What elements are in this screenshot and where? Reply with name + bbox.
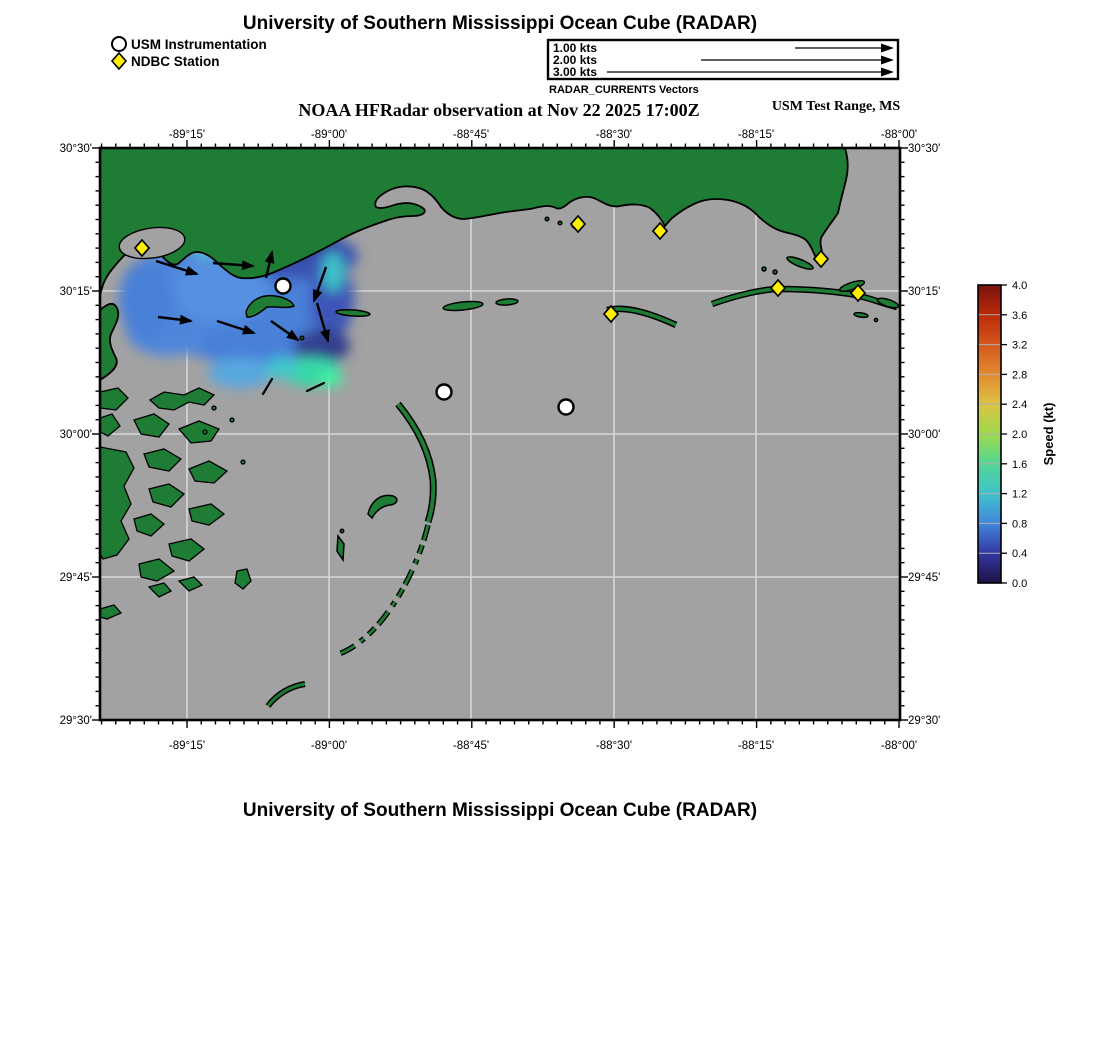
legend-ndbc-label: NDBC Station (131, 54, 220, 69)
scale-row-label: 3.00 kts (553, 65, 598, 79)
speed-patch (119, 260, 171, 340)
y-tick-label-left: 29°30' (59, 715, 92, 727)
speed-patch (208, 358, 272, 388)
circle-marker-icon (112, 37, 126, 51)
page-title: University of Southern Mississippi Ocean Cube (RADAR) (242, 13, 758, 34)
x-tick-label-bottom: -88°30' (595, 740, 633, 752)
x-tick-label-bottom: -89°00' (310, 740, 348, 752)
colorbar-tick-label: 1.2 (1012, 488, 1028, 501)
legend-usm-label: USM Instrumentation (131, 37, 267, 52)
y-tick-label-right: 30°15' (908, 286, 941, 298)
x-tick-label-top: -88°00' (880, 129, 918, 141)
islet (874, 318, 877, 321)
vector-scale-caption: RADAR_CURRENTS Vectors (549, 84, 699, 96)
colorbar-tick-label: 1.6 (1012, 458, 1028, 471)
colorbar-tick-label: 0.4 (1012, 548, 1028, 561)
colorbar-tick-label: 2.4 (1012, 399, 1028, 412)
map-area (60, 129, 941, 752)
scale-row-label: 2.00 kts (553, 53, 598, 67)
usm-station-marker (559, 400, 574, 415)
usm-station-marker (437, 385, 452, 400)
islet (300, 336, 304, 340)
observation-subtitle: NOAA HFRadar observation at Nov 22 2025 17:00Z (298, 100, 700, 120)
usm-station-marker (276, 279, 291, 294)
islet (773, 270, 777, 274)
x-tick-label-top: -88°15' (737, 129, 775, 141)
colorbar-tick-label: 0.8 (1012, 518, 1028, 531)
x-tick-label-bottom: -88°15' (737, 740, 775, 752)
islet (340, 529, 343, 532)
colorbar-tick-label: 2.8 (1012, 369, 1028, 382)
y-tick-label-right: 30°00' (908, 429, 941, 441)
footer (243, 800, 757, 821)
colorbar-tick-label: 2.0 (1012, 429, 1028, 441)
speed-patch (294, 329, 350, 363)
footer-title: University of Southern Mississippi Ocean Cube (RADAR) (242, 800, 758, 821)
islet (545, 217, 549, 221)
y-tick-label-left: 30°15' (59, 286, 92, 298)
x-tick-label-bottom: -88°00' (880, 740, 918, 752)
y-tick-label-left: 30°00' (59, 429, 92, 441)
colorbar-tick-label: 3.6 (1012, 309, 1028, 322)
x-tick-label-bottom: -89°15' (168, 740, 206, 752)
speed-patch (266, 357, 298, 379)
vector-scale-box (548, 40, 898, 79)
x-tick-label-top: -89°15' (168, 129, 206, 141)
islet (558, 221, 562, 225)
scale-row-label: 1.00 kts (553, 41, 598, 55)
colorbar-title: Speed (kt) (1041, 402, 1056, 466)
y-tick-label-right: 29°30' (908, 715, 941, 727)
colorbar-tick-label: 0.0 (1012, 578, 1028, 590)
colorbar-tick-label: 4.0 (1012, 280, 1028, 292)
x-tick-label-top: -89°00' (310, 129, 348, 141)
x-tick-label-top: -88°45' (452, 129, 490, 141)
y-tick-label-left: 29°45' (59, 572, 92, 584)
y-tick-label-right: 29°45' (908, 572, 941, 584)
x-tick-label-bottom: -88°45' (452, 740, 490, 752)
x-tick-label-top: -88°30' (595, 129, 633, 141)
y-tick-label-right: 30°30' (908, 143, 941, 155)
islet (762, 267, 766, 271)
test-range-label: USM Test Range, MS (771, 99, 901, 114)
colorbar-tick-label: 3.2 (1012, 339, 1028, 352)
y-tick-label-left: 30°30' (59, 143, 92, 155)
